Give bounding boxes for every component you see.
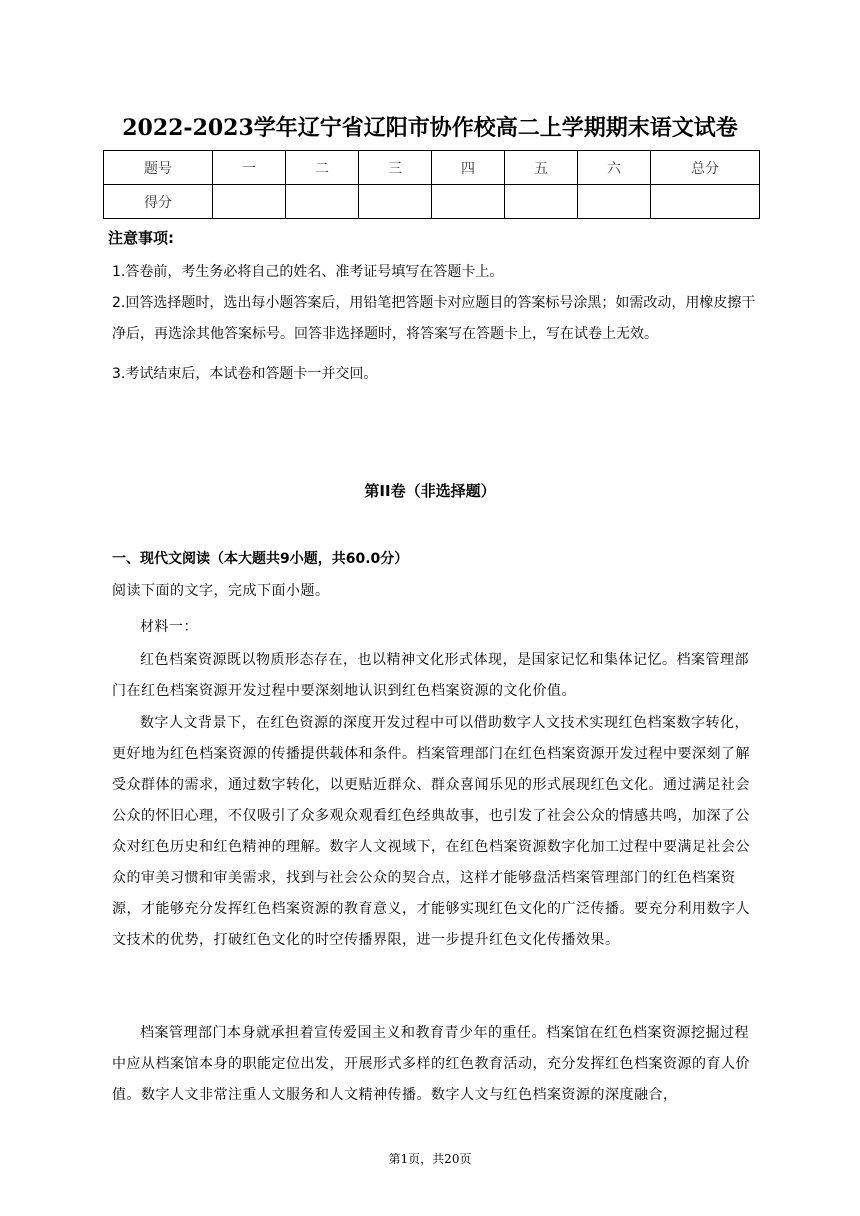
page-title: 2022-2023学年辽宁省辽阳市协作校高二上学期期末语文试卷: [122, 115, 738, 141]
score-table-cell: 总分: [651, 151, 760, 185]
body-paragraph-1: 红色档案资源既以物质形态存在，也以精神文化形式体现，是国家记忆和集体记忆。档案管理部门在红色档案资源开发过程中要深刻地认识到红色档案资源的文化价值。: [112, 652, 749, 699]
score-table-empty-cell: [578, 185, 651, 219]
notice-item-2: 2.回答选择题时，选出每小题答案后，用铅笔把答题卡对应题目的答案标号涂黑；如需改动，用橡皮擦干净后，再选涂其他答案标号。回答非选择题时，将答案写在答题卡上，写在试卷上无效。: [112, 295, 756, 342]
part-heading: 一、现代文阅读（本大题共9小题，共60.0分）: [112, 551, 409, 567]
material-label: 材料一：: [140, 619, 198, 635]
score-table-empty-cell: [651, 185, 760, 219]
section-title: 第II卷（非选择题）: [364, 482, 496, 500]
score-table-cell: 题号: [104, 151, 213, 185]
score-table-cell: 一: [213, 151, 286, 185]
notice-title: 注意事项:: [108, 229, 174, 247]
notice-item-1: 1.答卷前，考生务必将自己的姓名、准考证号填写在答题卡上。: [112, 264, 504, 280]
score-table-empty-cell: [286, 185, 359, 219]
score-table-cell: 五: [505, 151, 578, 185]
score-table-cell: 三: [359, 151, 432, 185]
score-table-cell: 二: [286, 151, 359, 185]
body-paragraph-3: 档案管理部门本身就承担着宣传爱国主义和教育青少年的重任。档案馆在红色档案资源挖掘过程中应从档案馆本身的职能定位出发，开展形式多样的红色教育活动，充分发挥红色档案资源的育人价值。数字人文非常注重人文服务和人文精神传播。数字人文与红色档案资源的深度融合，: [112, 1025, 750, 1103]
score-table-empty-cell: [213, 185, 286, 219]
page-footer: 第1页，共20页: [388, 1152, 472, 1166]
score-table-empty-cell: [432, 185, 505, 219]
score-table-row-label: 得分: [104, 185, 213, 219]
score-table-empty-cell: [505, 185, 578, 219]
body-paragraph-2: 数字人文背景下，在红色资源的深度开发过程中可以借助数字人文技术实现红色档案数字转化，更好地为红色档案资源的传播提供载体和条件。档案管理部门在红色档案资源开发过程中要深刻了解受众群体的需求，通过数字转化，以更贴近群众、群众喜闻乐见的形式展现红色文化。通过满足社会公众的怀旧心理，不仅吸引了众多观众观看红色经典故事，也引发了社会公众的情感共鸣，加深了公众对红色历史和红色精神的理解。数字人文视域下，在红色档案资源数字化加工过程中要满足社会公众的审美习惯和审美需求，找到与社会公众的契合点，这样才能够盘活档案管理部门的红色档案资源，才能够充分发挥红色档案资源的教育意义，才能够实现红色文化的广泛传播。要充分利用数字人文技术的优势，打破红色文化的时空传播界限，进一步提升红色文化传播效果。: [112, 715, 750, 948]
notice-item-3: 3.考试结束后，本试卷和答题卡一并交回。: [112, 366, 378, 382]
score-table: [103, 150, 760, 219]
score-table-empty-cell: [359, 185, 432, 219]
instruction-text: 阅读下面的文字，完成下面小题。: [112, 583, 330, 599]
score-table-cell: 四: [432, 151, 505, 185]
score-table-header-row: [104, 151, 760, 185]
score-table-score-row: [104, 185, 760, 219]
score-table-cell: 六: [578, 151, 651, 185]
